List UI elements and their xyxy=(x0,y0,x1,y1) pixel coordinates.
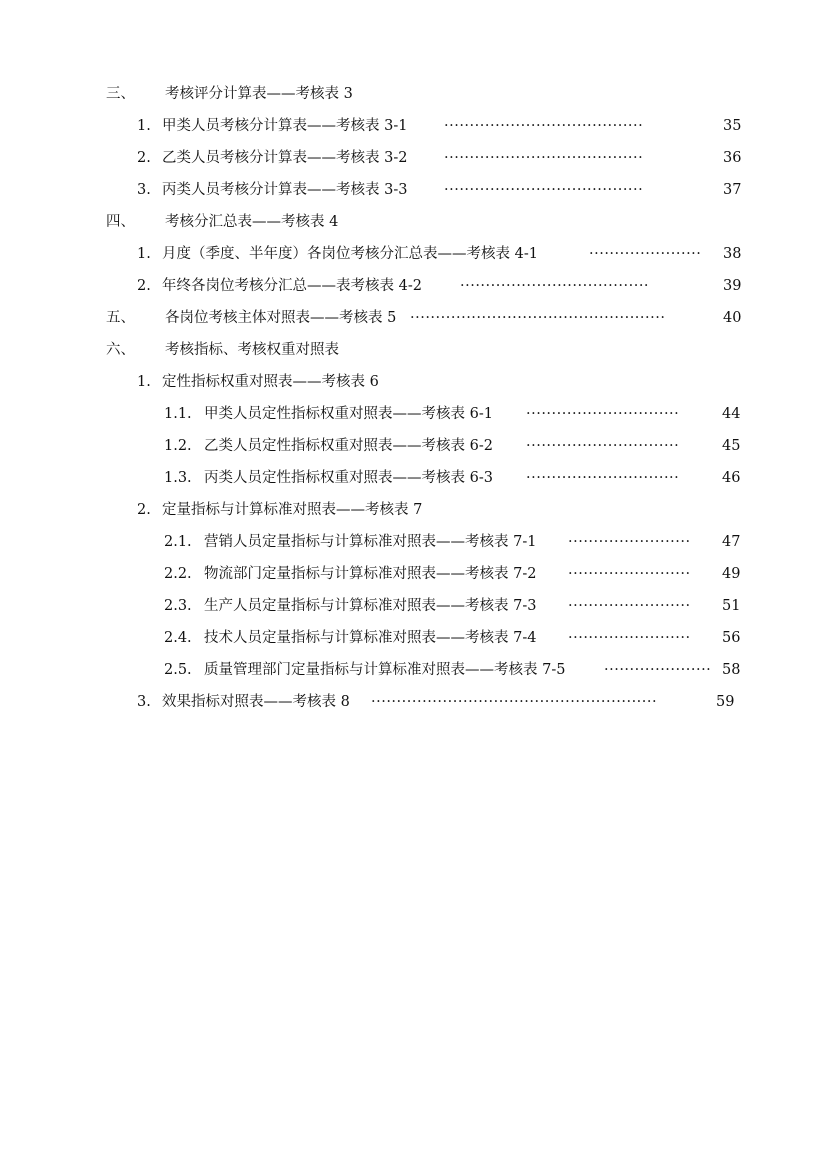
toc-leader-dots: ·················································· xyxy=(410,310,666,326)
toc-page-number: 36 xyxy=(723,150,742,166)
toc-entry-number: 2. xyxy=(137,278,151,294)
toc-page-number: 59 xyxy=(716,694,735,710)
toc-page-number: 51 xyxy=(722,598,741,614)
toc-page-number: 56 xyxy=(722,630,741,646)
toc-page-number: 45 xyxy=(722,438,741,454)
toc-entry-number: 2.4. xyxy=(164,630,192,646)
toc-page-number: 37 xyxy=(723,182,742,198)
toc-entry-title: 技术人员定量指标与计算标准对照表——考核表 7-4 xyxy=(204,630,537,646)
toc-entry-title: 甲类人员考核分计算表——考核表 3-1 xyxy=(162,118,408,134)
toc-entry-number: 六、 xyxy=(106,342,135,358)
toc-entry-title: 物流部门定量指标与计算标准对照表——考核表 7-2 xyxy=(204,566,537,582)
toc-entry-6-3[interactable] xyxy=(0,686,830,718)
toc-entry-number: 2.5. xyxy=(164,662,192,678)
toc-entry-6-2-3[interactable] xyxy=(0,590,830,622)
toc-entry-title: 乙类人员考核分计算表——考核表 3-2 xyxy=(162,150,408,166)
toc-entry-number: 2.1. xyxy=(164,534,192,550)
toc-entry-title: 丙类人员考核分计算表——考核表 3-3 xyxy=(162,182,408,198)
toc-entry-3-1[interactable] xyxy=(0,110,830,142)
toc-entry-title: 年终各岗位考核分汇总——表考核表 4-2 xyxy=(162,278,422,294)
toc-entry-number: 五、 xyxy=(106,310,135,326)
toc-entry-6-1-1[interactable] xyxy=(0,398,830,430)
toc-entry-number: 2. xyxy=(137,502,151,518)
toc-entry-number: 1.2. xyxy=(164,438,192,454)
toc-entry-title: 定量指标与计算标准对照表——考核表 7 xyxy=(162,502,423,518)
toc-entry-title: 丙类人员定性指标权重对照表——考核表 6-3 xyxy=(204,470,493,486)
toc-entry-number: 2. xyxy=(137,150,151,166)
toc-entry-title: 生产人员定量指标与计算标准对照表——考核表 7-3 xyxy=(204,598,537,614)
toc-entry-title: 考核指标、考核权重对照表 xyxy=(165,342,339,358)
toc-entry-number: 1.1. xyxy=(164,406,192,422)
toc-entry-6-2-1[interactable] xyxy=(0,526,830,558)
toc-page-number: 44 xyxy=(722,406,741,422)
toc-entry-4-2[interactable] xyxy=(0,270,830,302)
toc-entry-number: 1. xyxy=(137,118,151,134)
toc-entry-6-2-5[interactable] xyxy=(0,654,830,686)
toc-entry-number: 三、 xyxy=(106,86,135,102)
toc-entry-title: 乙类人员定性指标权重对照表——考核表 6-2 xyxy=(204,438,493,454)
toc-entry-section-5[interactable] xyxy=(0,302,830,334)
toc-page-number: 39 xyxy=(723,278,742,294)
toc-entry-4-1[interactable] xyxy=(0,238,830,270)
toc-page-number: 38 xyxy=(723,246,742,262)
toc-page-number: 58 xyxy=(722,662,741,678)
toc-entry-number: 3. xyxy=(137,694,151,710)
toc-entry-title: 甲类人员定性指标权重对照表——考核表 6-1 xyxy=(204,406,493,422)
toc-leader-dots: ······································· xyxy=(444,182,644,198)
toc-page-number: 46 xyxy=(722,470,741,486)
toc-page-number: 47 xyxy=(722,534,741,550)
toc-leader-dots: ······································· xyxy=(444,118,644,134)
toc-leader-dots: ······························ xyxy=(526,406,680,422)
toc-entry-title: 营销人员定量指标与计算标准对照表——考核表 7-1 xyxy=(204,534,537,550)
toc-entry-section-3[interactable] xyxy=(0,78,830,110)
toc-entry-number: 3. xyxy=(137,182,151,198)
toc-leader-dots: ······················ xyxy=(589,246,702,262)
toc-entry-number: 1. xyxy=(137,246,151,262)
toc-leader-dots: ························ xyxy=(568,566,691,582)
toc-page-number: 40 xyxy=(723,310,742,326)
toc-entry-6-2-2[interactable] xyxy=(0,558,830,590)
toc-entry-number: 2.2. xyxy=(164,566,192,582)
toc-leader-dots: ······························ xyxy=(526,438,680,454)
toc-page-number: 35 xyxy=(723,118,742,134)
toc-entry-3-2[interactable] xyxy=(0,142,830,174)
toc-leader-dots: ························ xyxy=(568,598,691,614)
toc-entry-6-1-2[interactable] xyxy=(0,430,830,462)
toc-entry-title: 考核评分计算表——考核表 3 xyxy=(165,86,353,102)
toc-entry-number: 1.3. xyxy=(164,470,192,486)
toc-leader-dots: ····················· xyxy=(604,662,712,678)
toc-entry-section-6[interactable] xyxy=(0,334,830,366)
toc-entry-title: 效果指标对照表——考核表 8 xyxy=(162,694,350,710)
toc-entry-6-2[interactable] xyxy=(0,494,830,526)
toc-leader-dots: ····································· xyxy=(460,278,650,294)
toc-entry-3-3[interactable] xyxy=(0,174,830,206)
table-of-contents xyxy=(0,78,830,718)
toc-entry-title: 月度（季度、半年度）各岗位考核分汇总表——考核表 4-1 xyxy=(162,246,538,262)
toc-page-number: 49 xyxy=(722,566,741,582)
toc-entry-title: 各岗位考核主体对照表——考核表 5 xyxy=(165,310,397,326)
toc-entry-6-1-3[interactable] xyxy=(0,462,830,494)
toc-entry-title: 定性指标权重对照表——考核表 6 xyxy=(162,374,379,390)
toc-leader-dots: ························································ xyxy=(371,694,658,710)
toc-entry-6-2-4[interactable] xyxy=(0,622,830,654)
toc-leader-dots: ······························ xyxy=(526,470,680,486)
toc-leader-dots: ························ xyxy=(568,630,691,646)
toc-entry-number: 2.3. xyxy=(164,598,192,614)
toc-entry-6-1[interactable] xyxy=(0,366,830,398)
toc-leader-dots: ······································· xyxy=(444,150,644,166)
toc-entry-number: 1. xyxy=(137,374,151,390)
toc-leader-dots: ························ xyxy=(568,534,691,550)
toc-entry-section-4[interactable] xyxy=(0,206,830,238)
toc-entry-title: 质量管理部门定量指标与计算标准对照表——考核表 7-5 xyxy=(204,662,566,678)
toc-entry-title: 考核分汇总表——考核表 4 xyxy=(165,214,339,230)
toc-entry-number: 四、 xyxy=(106,214,135,230)
